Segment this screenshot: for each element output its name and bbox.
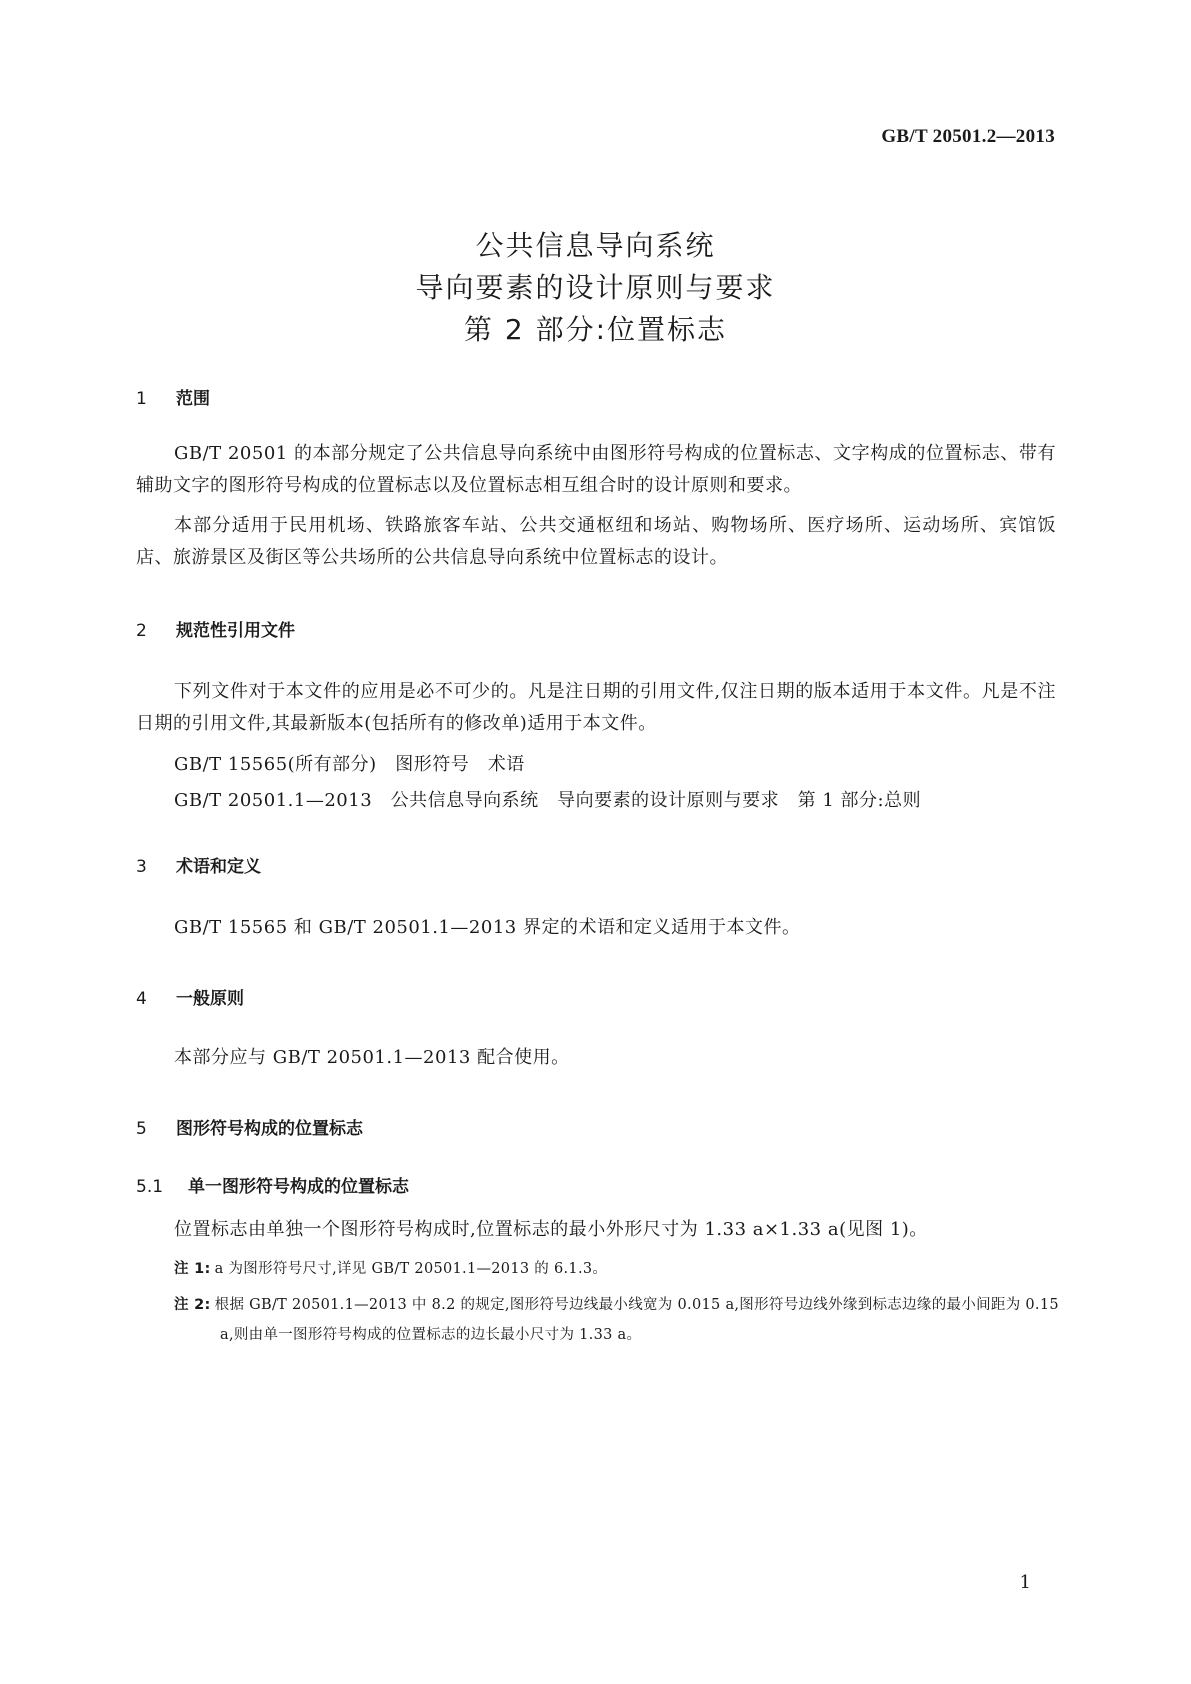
section-number: 3 bbox=[136, 857, 147, 877]
reference-item: GB/T 15565(所有部分) 图形符号 术语 bbox=[174, 754, 525, 775]
section-title: 术语和定义 bbox=[176, 857, 261, 877]
section-1-paragraph-1: GB/T 20501 的本部分规定了公共信息导向系统中由图形符号构成的位置标志、文字构成的位置标志、带有辅助文字的图形符号构成的位置标志以及位置标志相互组合时的设计原则和要求。 bbox=[136, 443, 1056, 496]
section-number: 5 bbox=[136, 1119, 147, 1139]
section-2-heading bbox=[136, 616, 295, 641]
section-5-1-heading bbox=[136, 1172, 409, 1197]
section-5-heading bbox=[136, 1114, 363, 1139]
section-number: 2 bbox=[136, 621, 147, 641]
title-line-3: 第 2 部分:位置标志 bbox=[463, 313, 728, 346]
section-4-paragraph-1: 本部分应与 GB/T 20501.1—2013 配合使用。 bbox=[174, 1047, 570, 1068]
note-label: 注 2: bbox=[174, 1297, 211, 1313]
note-label: 注 1: bbox=[174, 1261, 211, 1277]
section-title: 一般原则 bbox=[176, 989, 244, 1009]
section-title: 图形符号构成的位置标志 bbox=[176, 1119, 363, 1139]
section-number: 4 bbox=[136, 989, 147, 1009]
note-1 bbox=[174, 1254, 1060, 1284]
note-2 bbox=[174, 1290, 1060, 1350]
section-4-heading bbox=[136, 984, 244, 1009]
section-3-paragraph-1: GB/T 15565 和 GB/T 20501.1—2013 界定的术语和定义适用于本文件。 bbox=[174, 917, 801, 938]
section-title: 单一图形符号构成的位置标志 bbox=[188, 1177, 409, 1197]
section-1-paragraph-2: 本部分适用于民用机场、铁路旅客车站、公共交通枢纽和场站、购物场所、医疗场所、运动场所、宾馆饭店、旅游景区及街区等公共场所的公共信息导向系统中位置标志的设计。 bbox=[136, 515, 1056, 568]
title-line-1: 公共信息导向系统 bbox=[475, 229, 716, 262]
section-5-1-paragraph-1: 位置标志由单独一个图形符号构成时,位置标志的最小外形尺寸为 1.33 a×1.33 a(见图 1)。 bbox=[174, 1219, 928, 1240]
title-line-2: 导向要素的设计原则与要求 bbox=[415, 271, 776, 304]
section-2-paragraph-1: 下列文件对于本文件的应用是必不可少的。凡是注日期的引用文件,仅注日期的版本适用于本文件。凡是不注日期的引用文件,其最新版本(包括所有的修改单)适用于本文件。 bbox=[136, 681, 1056, 734]
page-number: 1 bbox=[1019, 1572, 1031, 1593]
section-number: 1 bbox=[136, 389, 147, 409]
reference-item: GB/T 20501.1—2013 公共信息导向系统 导向要素的设计原则与要求 第 1 部分:总则 bbox=[174, 790, 922, 811]
section-number: 5.1 bbox=[136, 1177, 164, 1197]
section-1-heading bbox=[136, 384, 210, 409]
section-title: 规范性引用文件 bbox=[176, 621, 295, 641]
section-title: 范围 bbox=[176, 389, 210, 409]
note-text: a 为图形符号尺寸,详见 GB/T 20501.1—2013 的 6.1.3。 bbox=[214, 1261, 608, 1277]
document-title bbox=[0, 225, 1191, 351]
section-3-heading bbox=[136, 852, 261, 877]
note-text: 根据 GB/T 20501.1—2013 中 8.2 的规定,图形符号边线最小线宽为 0.015 a,图形符号边线外缘到标志边缘的最小间距为 0.15 a,则由单一图形符号构成的位置标志的边长最小尺寸为 1.33 a。 bbox=[214, 1297, 1059, 1343]
standard-code: GB/T 20501.2—2013 bbox=[881, 126, 1055, 147]
